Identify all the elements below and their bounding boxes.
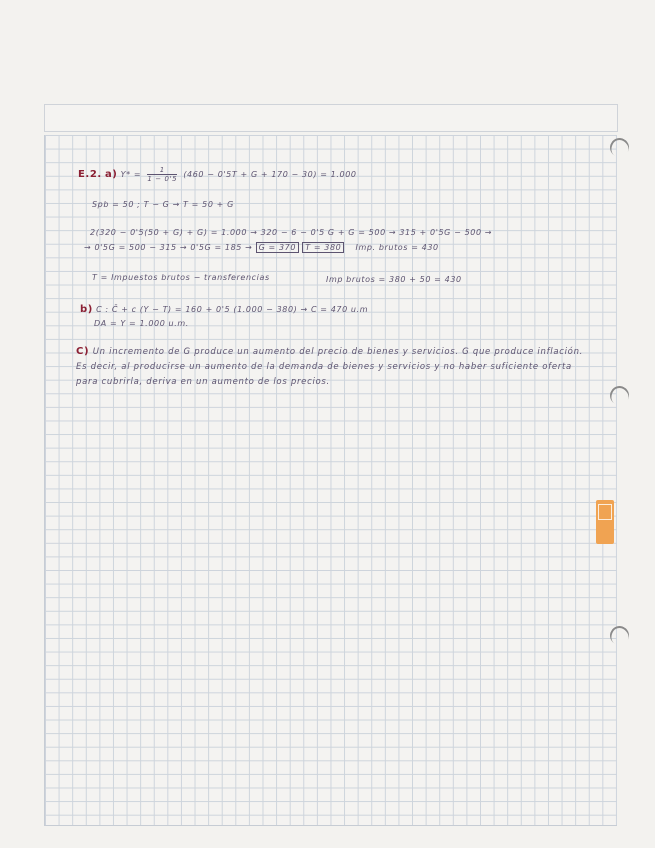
index-tab <box>596 500 614 544</box>
eq5-right: Imp brutos = 380 + 50 = 430 <box>326 275 462 284</box>
eq7-line: DA = Y = 1.000 u.m. <box>94 319 189 328</box>
eq4-suffix: Imp. brutos = 430 <box>355 243 439 252</box>
eq1-denominator: 1 − 0'5 <box>147 175 178 183</box>
eq6-line <box>80 304 368 315</box>
eq4-result-g: G = 370 <box>256 242 299 253</box>
eq2-line: Spb = 50 ; T − G → T = 50 + G <box>92 200 234 209</box>
eq4-line <box>84 243 439 252</box>
eq6-text: C : C̄ + c (Y − T) = 160 + 0'5 (1.000 − 380) → C = 470 u.m <box>96 305 369 314</box>
eq1-rhs: (460 − 0'5T + G + 170 − 30) = 1.000 <box>183 170 357 179</box>
exercise-label: E.2. <box>78 169 102 180</box>
eq3-line: 2(320 − 0'5(50 + G) + G) = 1.000 → 320 − 6 − 0'5 G + G = 500 → 315 + 0'5G − 500 → <box>90 228 493 237</box>
answer-c-text: Un incremento de G produce un aumento del precio de bienes y servicios. G que produce inflación. Es decir, al producirse un aumento de la demanda de bienes y servicios y no haber suficiente oferta para cubrirla, deriva en un aumento de los precios. <box>76 347 584 387</box>
eq1-lhs: Y* = <box>120 170 142 179</box>
header-box <box>44 104 618 132</box>
eq1-numerator: 1 <box>147 166 177 175</box>
part-a-label: a) <box>104 169 118 180</box>
eq4-result-t: T = 380 <box>302 242 344 253</box>
part-b-label: b) <box>80 304 93 315</box>
grid-area <box>44 135 617 826</box>
eq1-fraction <box>147 166 177 183</box>
eq1-line <box>78 166 357 183</box>
eq4-prefix: → 0'5G = 500 − 315 → 0'5G = 185 → <box>84 243 253 252</box>
tab-label-box <box>598 504 612 520</box>
answer-c-paragraph <box>76 344 586 390</box>
part-c-label: C) <box>76 346 90 357</box>
eq5-left: T = Impuestos brutos − transferencias <box>92 273 270 282</box>
